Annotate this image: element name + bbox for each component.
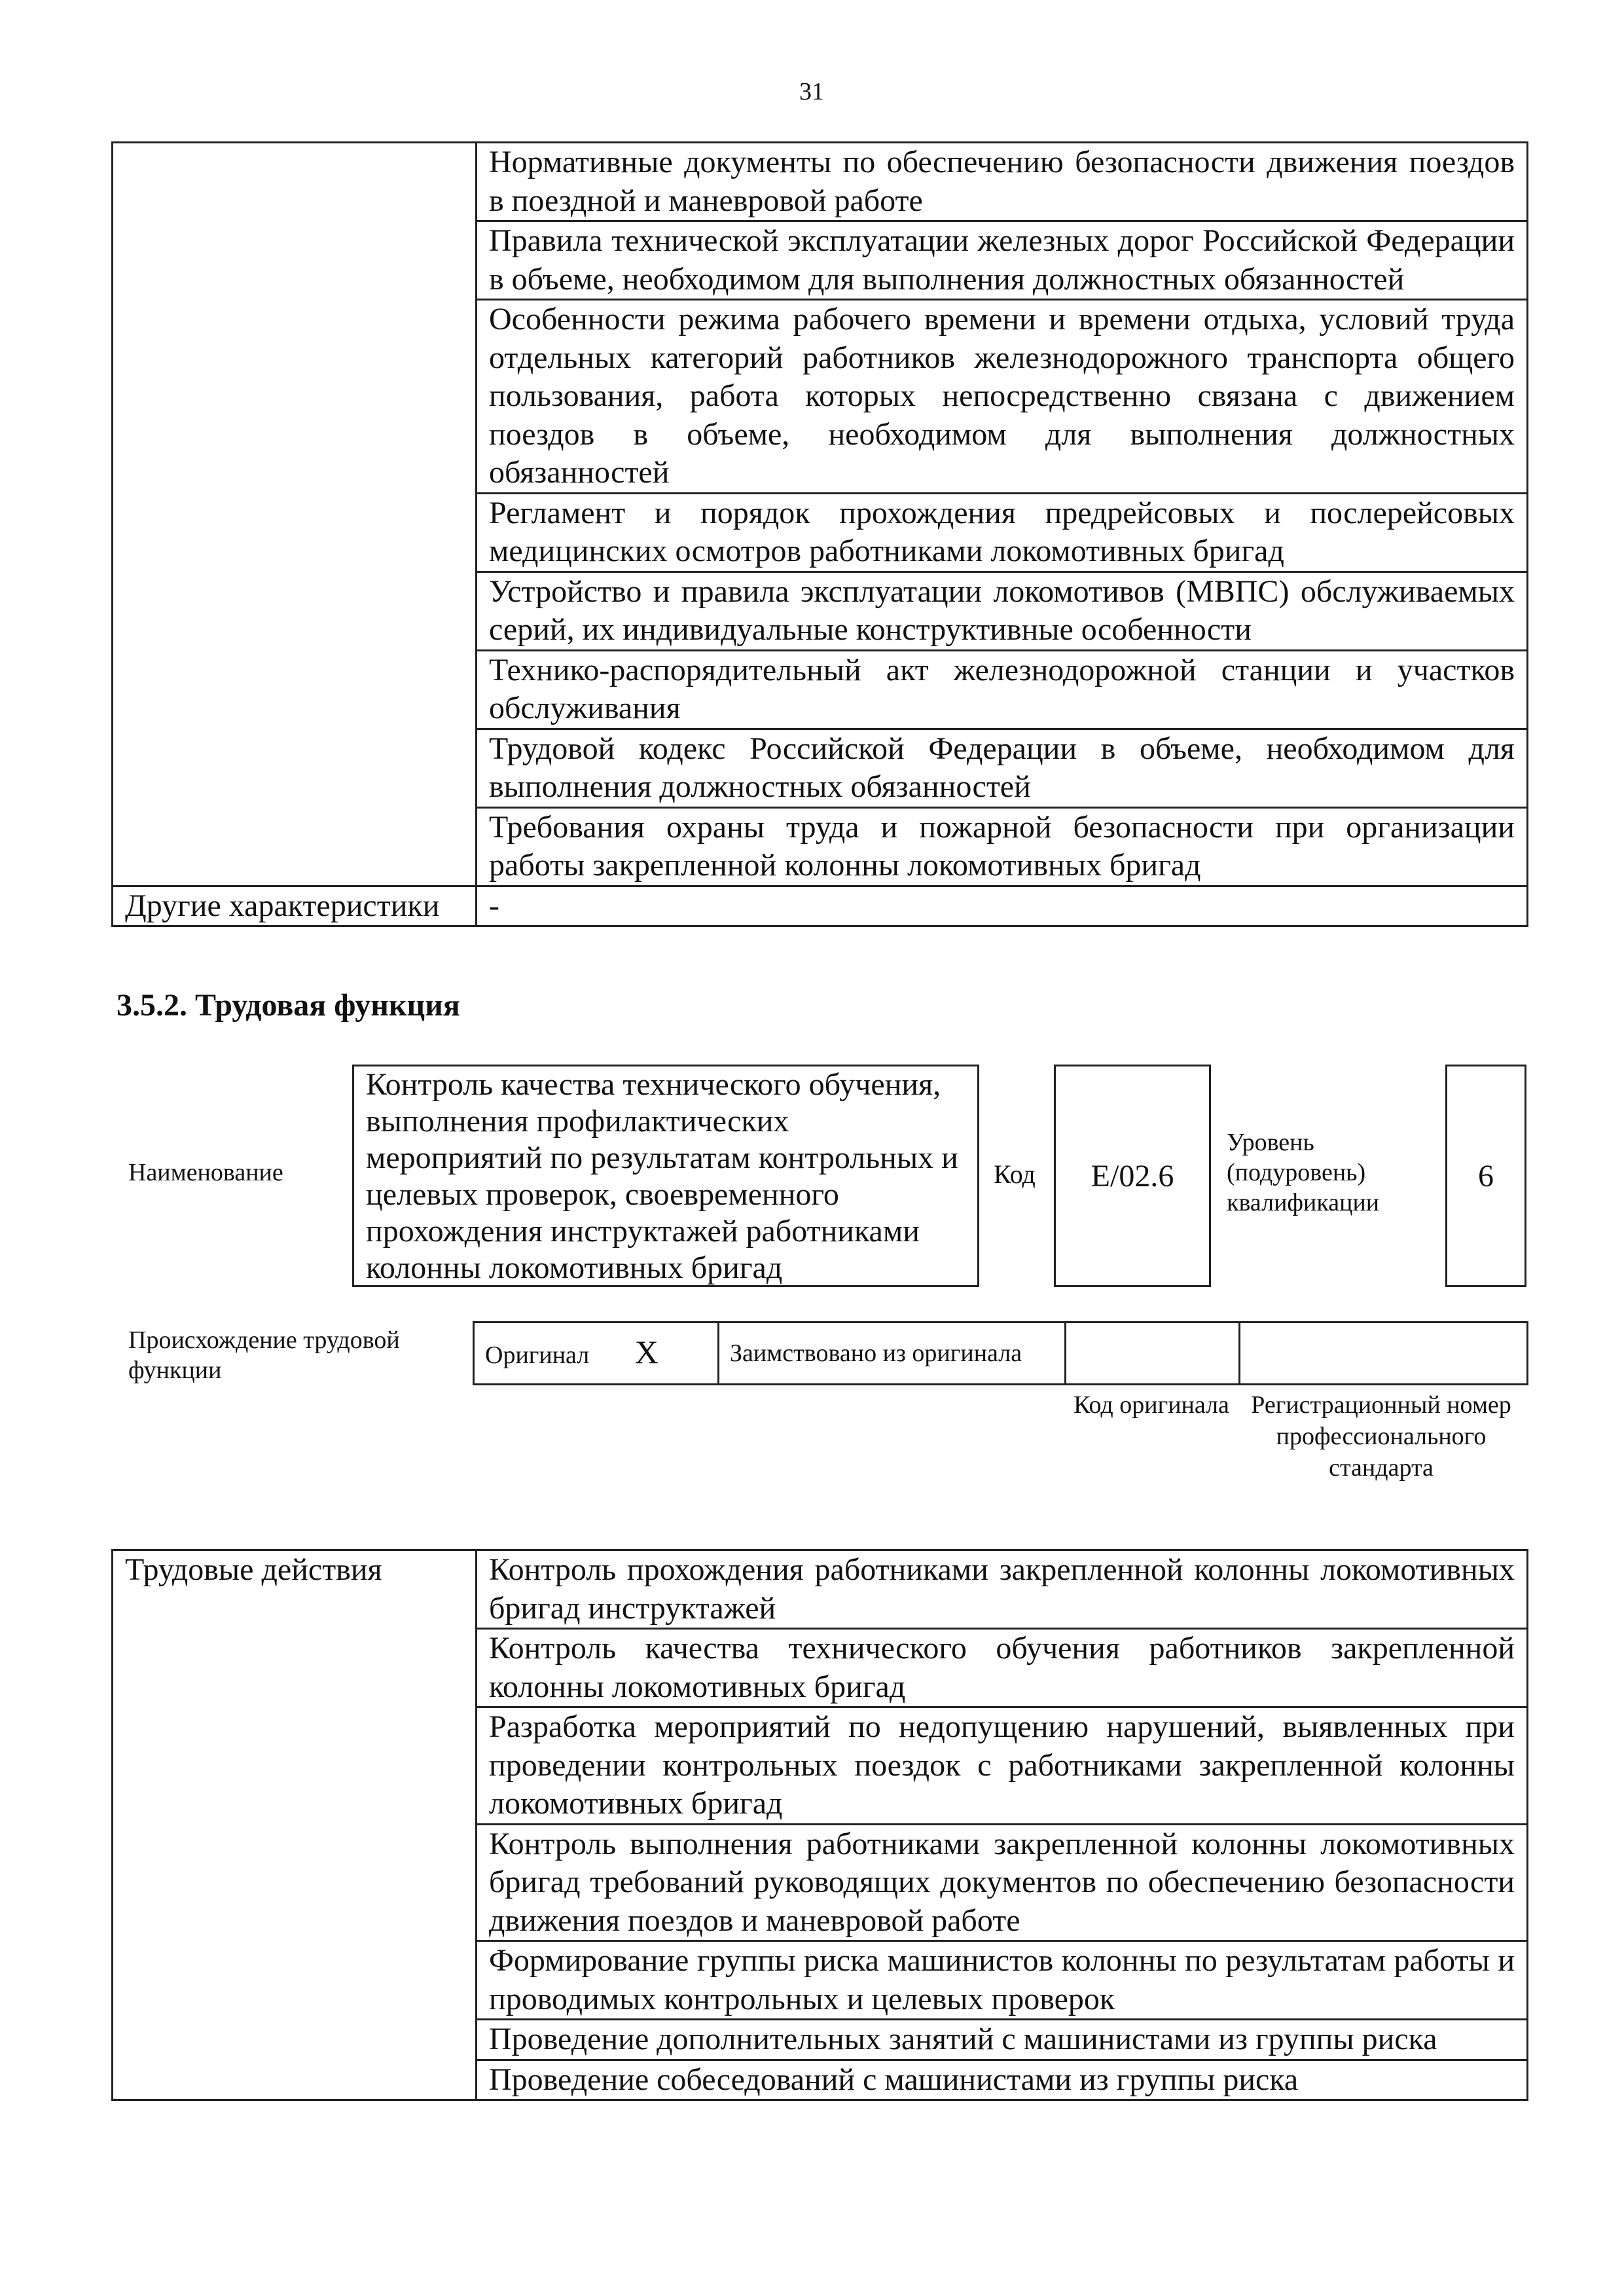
table-cell: Нормативные документы по обеспечению безопасности движения поездов в поездной и маневровой работе: [477, 143, 1528, 221]
table-cell: Технико-распорядительный акт железнодорожной станции и участков обслуживания: [477, 650, 1528, 729]
function-name-value: Контроль качества технического обучения, выполнения профилактических мероприятий по результатам контрольных и целевых проверок, своевременного прохождения инструктажей работниками колонны локомотивных бригад: [366, 1067, 958, 1285]
table-cell: Трудовой кодекс Российской Федерации в объеме, необходимом для выполнения должностных обязанностей: [477, 729, 1528, 807]
original-mark: X: [634, 1333, 659, 1370]
knowledge-table: [111, 141, 1528, 927]
code-original-cell: [1066, 1322, 1240, 1385]
code-original-caption: Код оригинала: [1074, 1391, 1229, 1419]
table-cell: Контроль выполнения работниками закрепленной колонны локомотивных бригад требований руководящих документов по обеспечению безопасности движения поездов и маневровой работе: [477, 1824, 1528, 1941]
table-cell: Правила технической эксплуатации железных дорог Российской Федерации в объеме, необходимом для выполнения должностных обязанностей: [477, 221, 1528, 300]
table-row: [113, 1550, 1528, 1629]
origin-table: [473, 1321, 1528, 1385]
table-cell: Проведение собеседований с машинистами из группы риска: [477, 2060, 1528, 2100]
code-label: Код: [994, 1159, 1036, 1189]
level-value: 6: [1478, 1158, 1494, 1194]
borrowed-label: Заимствовано из оригинала: [730, 1339, 1022, 1367]
original-label: Оригинал: [485, 1341, 590, 1369]
code-box: [1054, 1065, 1211, 1287]
reg-number-caption: Регистрационный номер профессионального стандарта: [1251, 1391, 1511, 1482]
code-value: E/02.6: [1091, 1158, 1174, 1194]
labor-actions-header: Трудовые действия: [113, 1550, 477, 2100]
level-label: Уровень (подуровень) квалификации: [1227, 1129, 1380, 1216]
name-label: Наименование: [128, 1159, 283, 1186]
labor-actions-table: [111, 1549, 1528, 2101]
level-box: [1445, 1065, 1526, 1287]
table-cell: Особенности режима рабочего времени и времени отдыха, условий труда отдельных категорий работников железнодорожного транспорта общего пользования, работа которых непосредственно связана с движением поездов в объеме, необходимом для выполнения должностных обязанностей: [477, 300, 1528, 494]
table-cell: Требования охраны труда и пожарной безопасности при организации работы закрепленной колонны локомотивных бригад: [477, 807, 1528, 886]
table-cell: Контроль качества технического обучения работников закрепленной колонны локомотивных бригад: [477, 1629, 1528, 1707]
other-characteristics-value: -: [477, 886, 1528, 926]
origin-label: Происхождение трудовой функции: [128, 1326, 400, 1384]
table-cell: Устройство и правила эксплуатации локомотивов (МВПС) обслуживаемых серий, их индивидуальные конструктивные особенности: [477, 572, 1528, 650]
table-row: [474, 1322, 1528, 1385]
table-cell: Проведение дополнительных занятий с машинистами из группы риска: [477, 2020, 1528, 2060]
table-row-other: [113, 886, 1528, 926]
table-cell: Формирование группы риска машинистов колонны по результатам работы и проводимых контрольных и целевых проверок: [477, 1941, 1528, 2020]
function-name-box: [352, 1065, 979, 1287]
section-title: 3.5.2. Трудовая функция: [117, 988, 460, 1023]
other-characteristics-label: Другие характеристики: [113, 886, 477, 926]
table-cell: Разработка мероприятий по недопущению нарушений, выявленных при проведении контрольных поездок с работниками закрепленной колонны локомотивных бригад: [477, 1707, 1528, 1825]
reg-number-cell: [1240, 1322, 1528, 1385]
page-number: 31: [799, 78, 824, 105]
original-cell: [474, 1322, 719, 1385]
table-row: [113, 143, 1528, 221]
borrowed-cell: [719, 1322, 1066, 1385]
table-cell: Контроль прохождения работниками закрепленной колонны локомотивных бригад инструктажей: [477, 1550, 1528, 1629]
table-cell: Регламент и порядок прохождения предрейсовых и послерейсовых медицинских осмотров работниками локомотивных бригад: [477, 493, 1528, 572]
table-cell-empty: [113, 143, 477, 886]
